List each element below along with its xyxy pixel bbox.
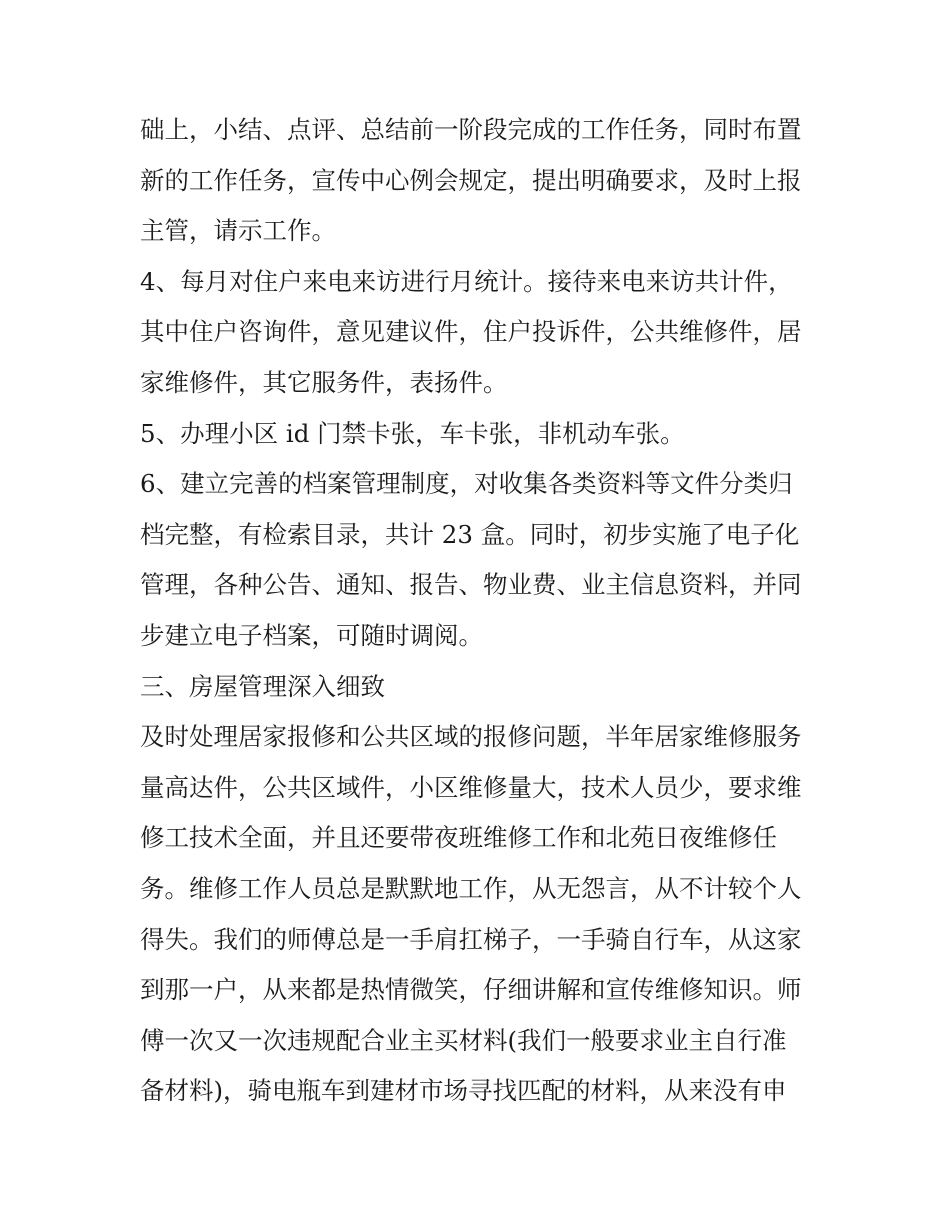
text-line: 新的工作任务，宣传中心例会规定，提出明确要求，及时上报 — [140, 165, 802, 195]
body-text — [140, 105, 820, 1117]
text-line: 5、办理小区 id 门禁卡张，车卡张，非机动车张。 — [140, 418, 685, 448]
text-line: 础上，小结、点评、总结前一阶段完成的工作任务，同时布置 — [140, 115, 802, 144]
text-line: 其中住户咨询件，意见建议件，住户投诉件，公共维修件，居 — [140, 317, 802, 347]
text-line: 备材料)，骑电瓶车到建材市场寻找匹配的材料，从来没有申 — [140, 1076, 787, 1106]
text-line: 家维修件，其它服务件，表扬件。 — [140, 367, 508, 397]
text-line: 4、每月对住户来电来访进行月统计。接待来电来访共计件， — [140, 266, 793, 296]
text-line: 管理，各种公告、通知、报告、物业费、业主信息资料，并同 — [140, 570, 802, 600]
text-line: 到那一户，从来都是热情微笑，仔细讲解和宣传维修知识。师 — [140, 975, 802, 1005]
section-heading: 三、房屋管理深入细致 — [140, 671, 385, 701]
text-line: 主管，请示工作。 — [140, 216, 336, 246]
text-line: 量高达件，公共区域件，小区维修量大，技术人员少，要求维 — [140, 772, 802, 802]
text-line: 及时处理居家报修和公共区域的报修问题，半年居家维修服务 — [140, 722, 802, 752]
text-line: 步建立电子档案，可随时调阅。 — [140, 620, 483, 650]
text-line: 档完整，有检索目录，共计 23 盒。同时，初步实施了电子化 — [140, 519, 800, 549]
text-line: 务。维修工作人员总是默默地工作，从无怨言，从不计较个人 — [140, 873, 802, 903]
text-line: 傅一次又一次违规配合业主买材料(我们一般要求业主自行准 — [140, 1025, 787, 1055]
text-line: 得失。我们的师傅总是一手肩扛梯子，一手骑自行车，从这家 — [140, 924, 802, 954]
text-line: 修工技术全面，并且还要带夜班维修工作和北苑日夜维修任 — [140, 823, 777, 853]
text-line: 6、建立完善的档案管理制度，对收集各类资料等文件分类归 — [140, 469, 793, 499]
